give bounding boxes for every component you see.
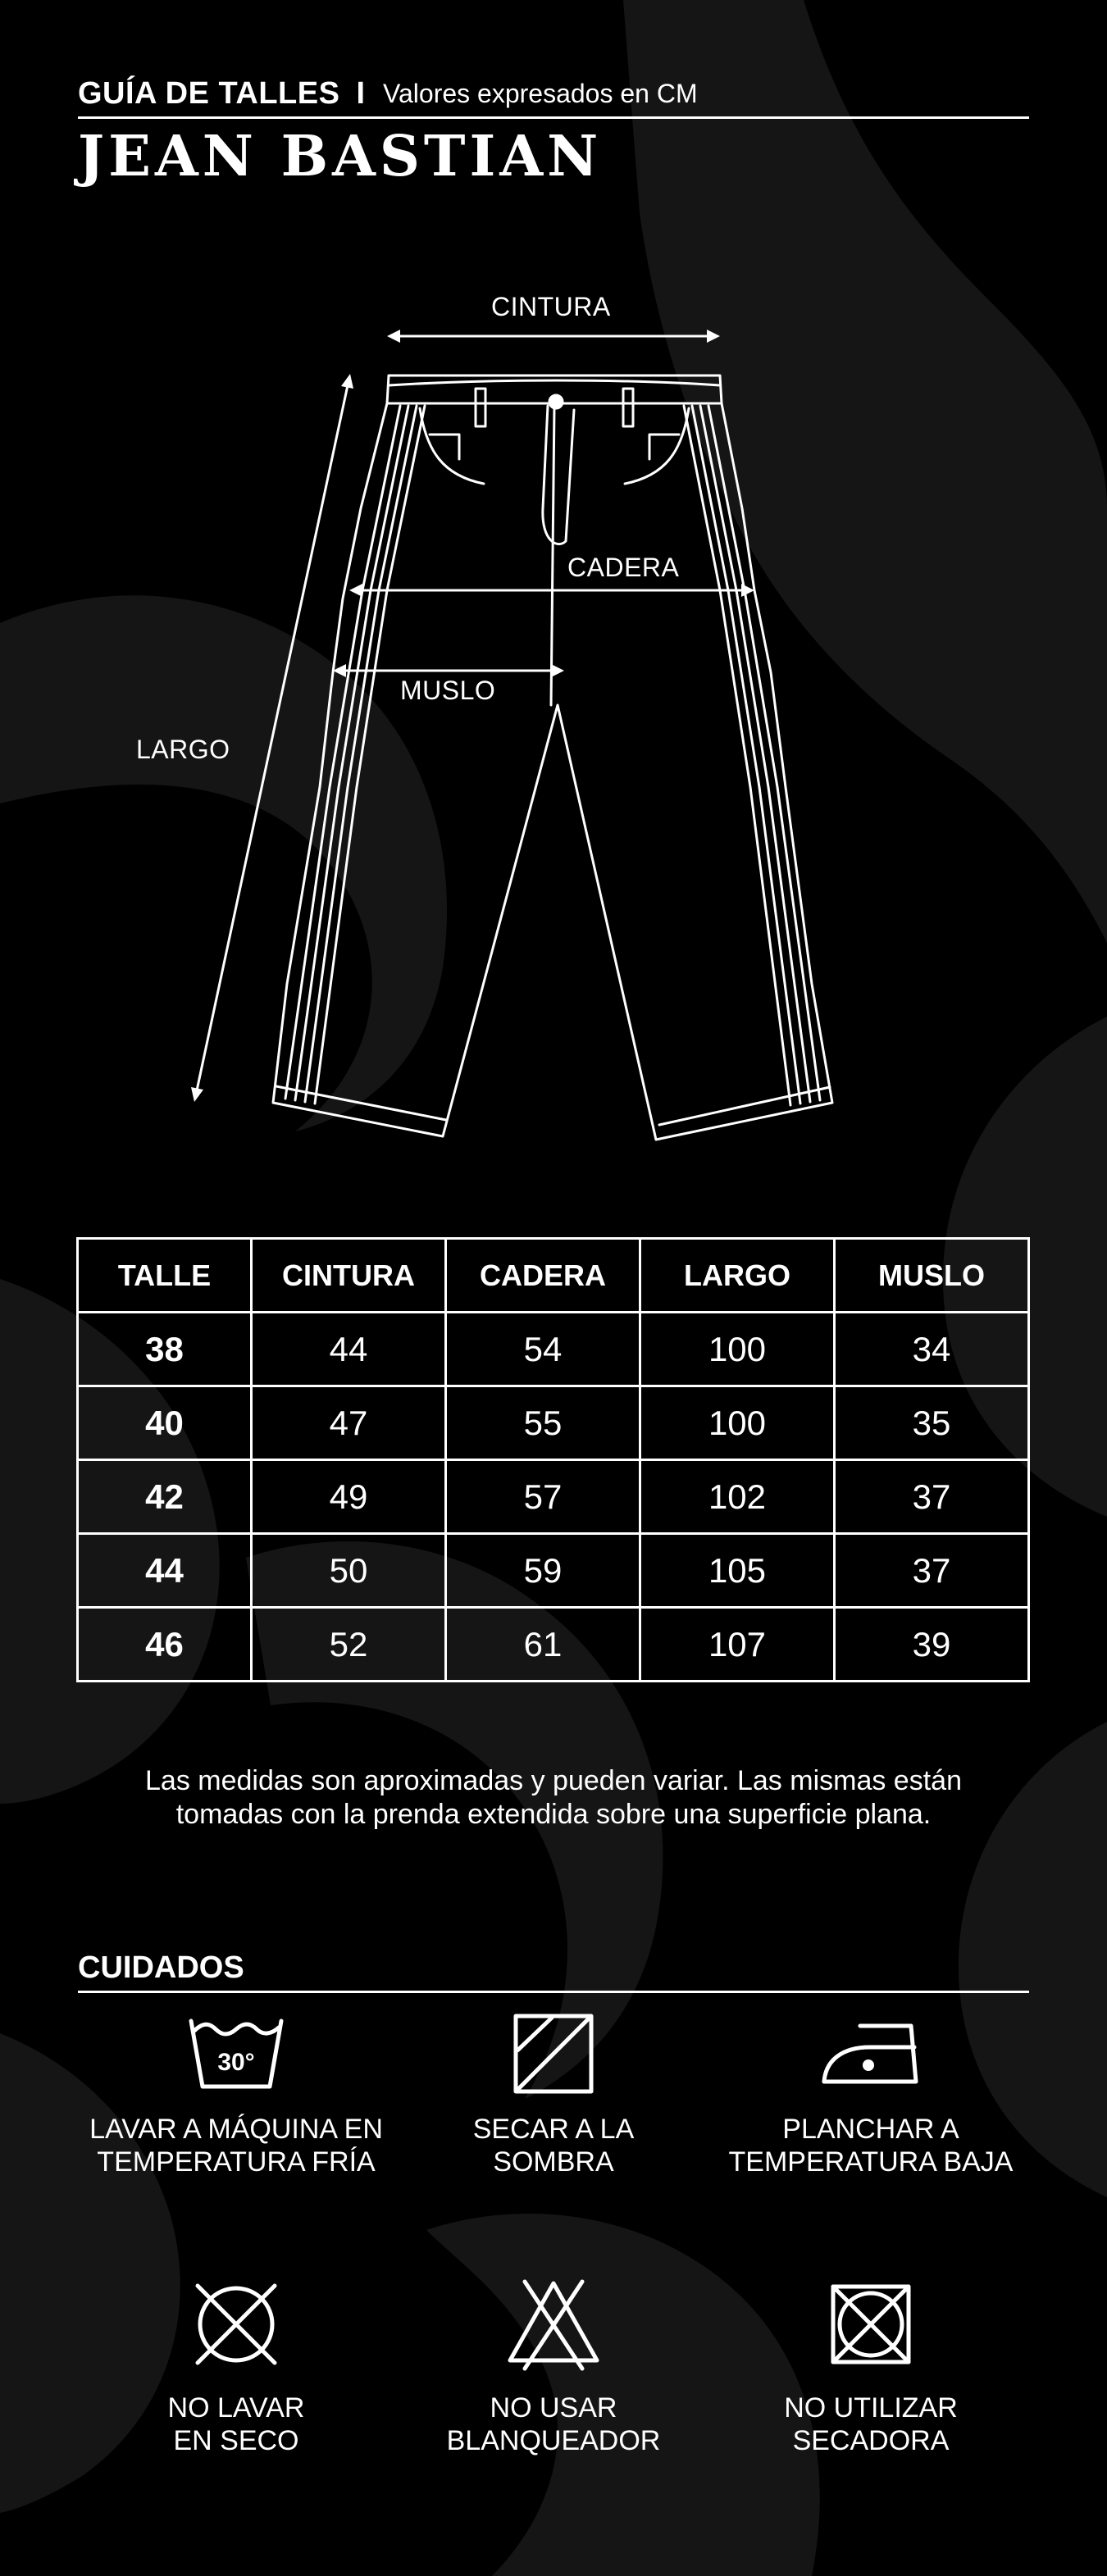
length-cell: 102	[640, 1460, 835, 1534]
note-line-2: tomadas con la prenda extendida sobre una superficie plana.	[175, 1799, 932, 1830]
column-header-length: LARGO	[640, 1239, 835, 1313]
care-label: NO USAR BLANQUEADOR	[446, 2392, 661, 2456]
measurement-diagram	[0, 271, 1107, 1172]
table-row	[78, 1313, 1029, 1386]
svg-text:30°: 30°	[217, 2049, 255, 2076]
header-divider	[78, 116, 1029, 119]
table-row	[78, 1534, 1029, 1608]
guide-heading	[78, 71, 1029, 116]
hip-label: CADERA	[567, 553, 680, 582]
care-label: SECAR A LA SOMBRA	[472, 2114, 635, 2178]
hip-cell: 54	[446, 1313, 640, 1386]
size-cell: 42	[78, 1460, 252, 1534]
size-cell: 44	[78, 1534, 252, 1608]
note-line-1: Las medidas son aproximadas y pueden variar. Las mismas están	[145, 1765, 962, 1796]
care-label: NO LAVAR EN SECO	[167, 2392, 305, 2456]
dry-in-shade-icon	[500, 2013, 607, 2095]
size-cell: 38	[78, 1313, 252, 1386]
length-cell: 105	[640, 1534, 835, 1608]
guide-subtitle: Valores expresados en CM	[383, 78, 698, 108]
length-cell: 100	[640, 1313, 835, 1386]
care-item-no-dry-clean	[78, 2275, 394, 2457]
table-row	[78, 1460, 1029, 1534]
care-item-iron	[713, 2013, 1029, 2178]
hip-cell: 59	[446, 1534, 640, 1608]
care-grid	[78, 2013, 1029, 2537]
care-label: LAVAR A MÁQUINA EN TEMPERATURA FRÍA	[89, 2114, 383, 2178]
care-section	[78, 1945, 1029, 2537]
thigh-cell: 34	[835, 1313, 1029, 1386]
column-header-waist: CINTURA	[252, 1239, 446, 1313]
care-title: CUIDADOS	[78, 1950, 244, 1985]
hip-cell: 57	[446, 1460, 640, 1534]
care-item-no-tumble-dry	[713, 2275, 1029, 2457]
thigh-cell: 37	[835, 1460, 1029, 1534]
length-cell: 100	[640, 1386, 835, 1460]
no-bleach-icon	[500, 2275, 607, 2373]
guide-title: GUÍA DE TALLES	[78, 75, 340, 111]
size-table	[76, 1237, 1030, 1682]
care-item-dry-shade	[395, 2013, 712, 2178]
size-cell: 46	[78, 1608, 252, 1682]
column-header-size: TALLE	[78, 1239, 252, 1313]
care-item-no-bleach	[395, 2275, 712, 2457]
table-row	[78, 1386, 1029, 1460]
waist-cell: 44	[252, 1313, 446, 1386]
table-header-row	[78, 1239, 1029, 1313]
length-cell: 107	[640, 1608, 835, 1682]
jeans-illustration	[0, 271, 1107, 1172]
care-divider	[78, 1991, 1029, 1993]
length-label: LARGO	[136, 735, 230, 764]
thigh-cell: 37	[835, 1534, 1029, 1608]
thigh-label: MUSLO	[400, 676, 496, 705]
hip-cell: 61	[446, 1608, 640, 1682]
no-tumble-dry-icon	[818, 2275, 924, 2373]
iron-low-icon	[818, 2013, 924, 2095]
hip-cell: 55	[446, 1386, 640, 1460]
product-title: JEAN BASTIAN	[78, 124, 603, 189]
thigh-cell: 35	[835, 1386, 1029, 1460]
no-dry-clean-icon	[183, 2275, 289, 2373]
header	[78, 71, 1029, 189]
waist-cell: 50	[252, 1534, 446, 1608]
size-cell: 40	[78, 1386, 252, 1460]
waist-cell: 52	[252, 1608, 446, 1682]
wash-30-icon	[183, 2013, 289, 2095]
waist-cell: 47	[252, 1386, 446, 1460]
column-header-thigh: MUSLO	[835, 1239, 1029, 1313]
care-label: PLANCHAR A TEMPERATURA BAJA	[728, 2114, 1014, 2178]
column-header-hip: CADERA	[446, 1239, 640, 1313]
waist-label: CINTURA	[491, 292, 611, 321]
care-item-wash	[78, 2013, 394, 2178]
waist-cell: 49	[252, 1460, 446, 1534]
table-row	[78, 1608, 1029, 1682]
care-label: NO UTILIZAR SECADORA	[784, 2392, 958, 2456]
measurement-note	[78, 1764, 1029, 1832]
guide-separator: I	[356, 75, 366, 111]
thigh-cell: 39	[835, 1608, 1029, 1682]
